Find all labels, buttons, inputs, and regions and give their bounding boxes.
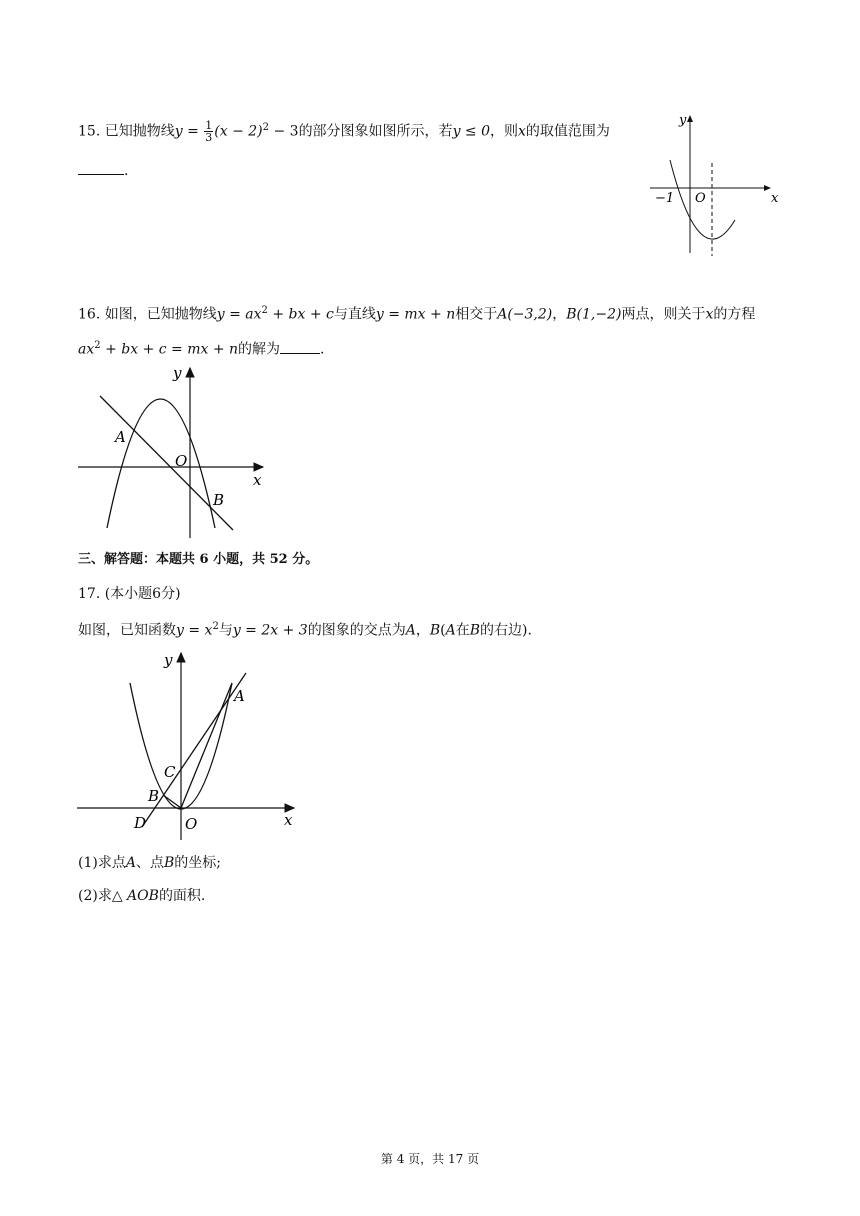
q17-point-b2: B — [469, 622, 481, 639]
section3-count: 6 — [199, 552, 209, 567]
q17-graph — [72, 645, 302, 845]
q15-label-x: x — [771, 191, 779, 206]
q17-sep: ， — [415, 622, 430, 639]
q16-eq-a: ax — [78, 341, 95, 358]
q16-number: 16. — [78, 306, 101, 323]
q17-text-c: 的图象的交点为 — [307, 622, 406, 639]
q17-sub2-b: 的面积. — [158, 888, 206, 904]
q17-segment-ob — [163, 795, 181, 808]
q15-func-rhs-a: (x − 2) — [214, 123, 263, 140]
q17-sub1-B: B — [163, 855, 175, 871]
q15-graph — [645, 108, 785, 258]
q17-label-c: C — [164, 763, 176, 781]
q17-text-d: 在 — [455, 622, 470, 639]
q15-answer-blank — [78, 160, 124, 175]
q17-text-a: 如图，已知函数 — [78, 622, 176, 639]
q17-label-o: O — [185, 815, 198, 833]
section3-title — [78, 550, 318, 570]
q15-frac-den: 3 — [205, 131, 213, 145]
q17-label-d: D — [134, 814, 147, 832]
q15-label-neg1: −1 — [655, 191, 675, 206]
page-footer: 第 4 页，共 17 页 — [380, 1152, 480, 1166]
q16-line2 — [78, 336, 325, 360]
q15-fraction — [204, 120, 213, 143]
q17-f1-exp: 2 — [212, 621, 219, 632]
q17-f2: y = 2x + 3 — [232, 622, 308, 639]
q16-answer-blank — [280, 339, 320, 354]
q16-label-x: x — [253, 471, 262, 489]
q16-point-b: B(1,−2) — [566, 306, 622, 323]
q15-cond: y ≤ 0 — [452, 123, 491, 140]
q16-parabola-b: + bx + c — [267, 306, 334, 323]
q16-eq-b: + bx + c = mx + n — [100, 341, 239, 358]
q16-text-c: 相交于 — [455, 306, 498, 323]
q17-text-b: 与 — [218, 622, 233, 639]
q15-end: . — [124, 163, 129, 179]
q16-label-o: O — [175, 452, 188, 470]
q16-label-y: y — [173, 364, 182, 382]
q16-line — [100, 396, 233, 530]
q15-text-b: 的部分图象如图所示，若 — [298, 123, 453, 140]
q17-f1: y = x — [176, 622, 213, 639]
section3-title-c: 分。 — [287, 552, 319, 567]
q16-exp: 2 — [261, 305, 268, 316]
q17-sub1-c: 的坐标; — [174, 855, 221, 871]
q16-text-f: 的解为 — [238, 341, 281, 358]
q17-label-x: x — [284, 811, 293, 829]
q17-header: 17. (本小题6分) — [78, 586, 181, 602]
q16-parabola: y = ax — [216, 306, 262, 323]
q15-number: 15. — [78, 123, 101, 140]
q15-var: x — [518, 123, 526, 140]
q17-sub2-tri: △ AOB — [111, 888, 159, 904]
q15-label-o: O — [695, 191, 706, 206]
q17-sub2-a: (2)求 — [78, 888, 112, 904]
q16-line-eq: y = mx + n — [375, 306, 456, 323]
q16-graph — [75, 360, 275, 540]
q17-line1 — [78, 617, 532, 641]
q15-eq: = — [182, 123, 204, 140]
q17-segment-oa — [181, 683, 232, 808]
q15-text-c: ，则 — [490, 123, 519, 140]
q16-parabola — [107, 399, 215, 528]
q16-end: . — [320, 341, 325, 358]
q17-sub1-A: A — [125, 855, 136, 871]
q16-label-b: B — [213, 491, 225, 509]
q17-point-a2: A — [445, 622, 456, 639]
q17-label-a: A — [234, 687, 245, 705]
q16-text-a: 如图，已知抛物线 — [104, 306, 217, 323]
section3-points: 52 — [269, 552, 288, 567]
q17-paren-open: ( — [440, 622, 446, 639]
section3-title-b: 小题，共 — [208, 552, 270, 567]
q15-line2 — [78, 160, 128, 181]
q17-sub1-b: 、点 — [135, 855, 164, 871]
q15-line1 — [78, 118, 610, 143]
q17-sub1-a: (1)求点 — [78, 855, 126, 871]
q16-sep: ， — [552, 306, 567, 323]
q16-text-b: 与直线 — [333, 306, 376, 323]
q17-sub2 — [78, 886, 205, 906]
q17-point-b: B — [429, 622, 441, 639]
section3-title-a: 三、解答题：本题共 — [78, 552, 200, 567]
q16-point-a: A(−3,2) — [497, 306, 553, 323]
q15-func-lhs: y — [174, 123, 183, 140]
q17-sub1 — [78, 853, 221, 873]
q17-point-a: A — [405, 622, 416, 639]
q16-text-e: 的方程 — [713, 306, 756, 323]
q15-func-exp: 2 — [262, 122, 270, 133]
q17-label-y: y — [164, 651, 173, 669]
q16-text-d: 两点，则关于 — [621, 306, 706, 323]
q16-var: x — [705, 306, 714, 323]
q15-frac-num: 1 — [205, 119, 213, 133]
q15-label-y: y — [679, 113, 687, 128]
q17-label-b: B — [148, 787, 160, 805]
q15-text-a: 已知抛物线 — [104, 123, 175, 140]
q16-label-a: A — [115, 428, 126, 446]
q17-text-e: 的右边) — [480, 622, 528, 639]
q15-text-d: 的取值范围为 — [525, 123, 610, 140]
q15-func-rhs-b: − 3 — [269, 123, 299, 140]
q17-end: . — [527, 622, 532, 639]
q16-eq-exp: 2 — [94, 340, 101, 351]
q16-line1 — [78, 301, 755, 325]
